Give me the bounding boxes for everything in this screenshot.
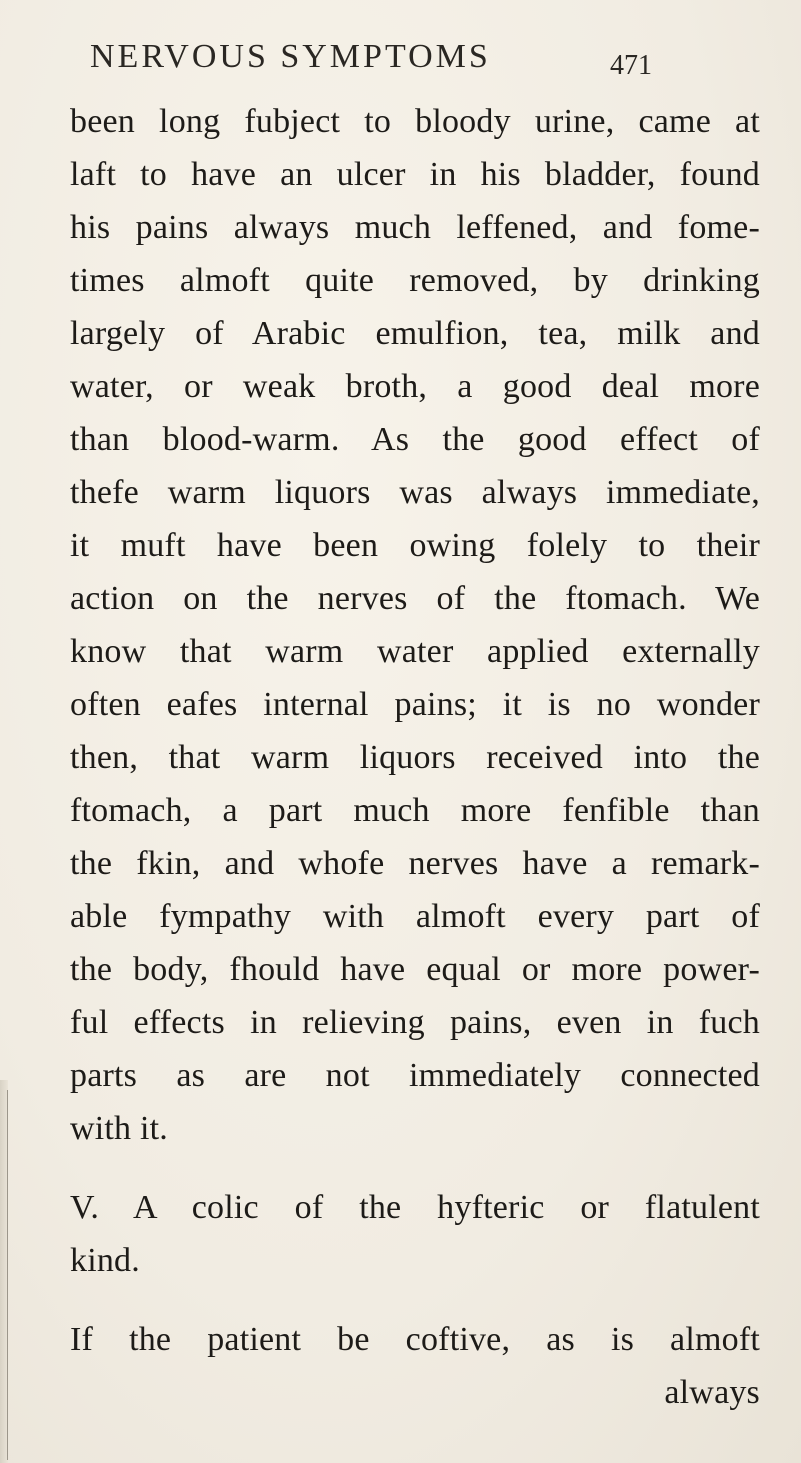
text-line: water, or weak broth, a good deal more xyxy=(70,368,760,405)
text-line: laft to have an ulcer in his bladder, found xyxy=(70,156,760,193)
text-line: the fkin, and whofe nerves have a remark- xyxy=(70,845,760,882)
catchword: always xyxy=(664,1374,760,1411)
text-line: able fympathy with almoft every part of xyxy=(70,898,760,935)
heading-line: kind. xyxy=(70,1242,140,1279)
text-line: with it. xyxy=(70,1110,168,1147)
text-line: then, that warm liquors received into the xyxy=(70,739,760,776)
text-line: the body, fhould have equal or more power- xyxy=(70,951,760,988)
page-header xyxy=(90,38,690,94)
running-head: NERVOUS SYMPTOMS xyxy=(90,38,491,75)
text-line: than blood-warm. As the good effect of xyxy=(70,421,760,458)
section-spacer xyxy=(70,1155,760,1181)
text-line: it muft have been owing folely to their xyxy=(70,527,760,564)
text-line: often eafes internal pains; it is no wonder xyxy=(70,686,760,723)
text-line: been long fubject to bloody urine, came at xyxy=(70,103,760,140)
paragraph xyxy=(70,1313,760,1419)
text-line: ful effects in relieving pains, even in fuch xyxy=(70,1004,760,1041)
section-spacer xyxy=(70,1287,760,1313)
text-line: know that warm water applied externally xyxy=(70,633,760,670)
text-line: times almoft quite removed, by drinking xyxy=(70,262,760,299)
page-number: 471 xyxy=(610,50,652,81)
body-text xyxy=(70,95,760,1419)
text-line: his pains always much leffened, and fome- xyxy=(70,209,760,246)
text-line: action on the nerves of the ftomach. We xyxy=(70,580,760,617)
text-line: If the patient be coftive, as is almoft xyxy=(70,1321,760,1358)
heading-line: V. A colic of the hyfteric or flatulent xyxy=(70,1189,760,1226)
text-line: thefe warm liquors was always immediate, xyxy=(70,474,760,511)
text-line: parts as are not immediately connected xyxy=(70,1057,760,1094)
text-line: ftomach, a part much more fenfible than xyxy=(70,792,760,829)
section-heading xyxy=(70,1181,760,1287)
paragraph xyxy=(70,95,760,1155)
page-gutter-edge xyxy=(7,1090,8,1460)
text-line: largely of Arabic emulfion, tea, milk and xyxy=(70,315,760,352)
